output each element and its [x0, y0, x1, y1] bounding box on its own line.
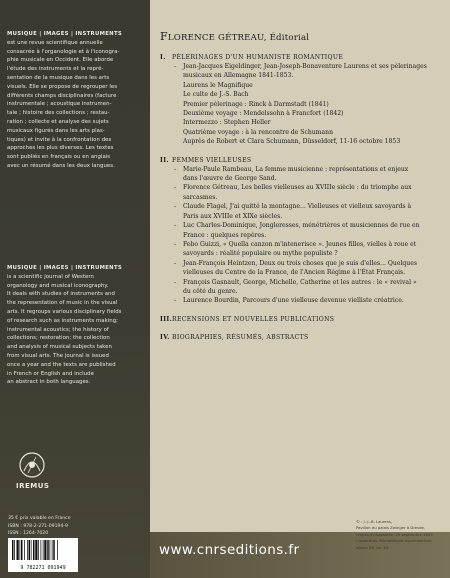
logo-text: IREMUS [16, 482, 50, 490]
section-title-text: FEMMES VIELLEUSES [172, 156, 252, 164]
blurb-line: l'étude des instruments et la repré- [7, 66, 104, 73]
toc-entry-line: - Claude Flagel, J'ai quitté la montagne... Vielleuses et vielleux savoyards à [183, 203, 412, 211]
toc-entry [174, 62, 445, 81]
barcode-bars-icon [8, 538, 78, 564]
toc-entry-line: dans l'œuvre de George Sand. [183, 175, 277, 183]
toc-entry [174, 221, 445, 240]
toc-subentry: Laurens le Magnifique [183, 81, 253, 89]
section-title [160, 315, 445, 324]
section-number: II. [160, 156, 169, 164]
barcode [8, 538, 78, 572]
toc-entry-line: - Jean-François Heintzen, Deux ou trois choses que je suis d'elles... Quelques [183, 259, 417, 267]
french-description [7, 30, 147, 171]
toc-entry-line: - Florence Gétreau, Les belles vielleuses au XVIIIe siècle : du triomphe aux [183, 184, 412, 192]
blurb-line: the representation of music in the visual [7, 300, 118, 307]
barcode-bar [31, 540, 32, 560]
section-title [160, 53, 445, 62]
blurb-line: différents champs disciplinaires (facture [7, 92, 117, 99]
section-number: IV. [160, 333, 170, 341]
barcode-bar [35, 540, 37, 560]
barcode-bar [33, 540, 35, 560]
blurb-line: instrumental acoustics; the history of [7, 326, 109, 333]
section-title-text: PÈLERINAGES D'UN HUMANISTE ROMANTIQUE [172, 54, 344, 61]
toc-entry [174, 183, 445, 202]
blurb-line: visuels. Elle se propose de regrouper les [7, 83, 118, 90]
barcode-bar [44, 540, 46, 560]
blurb-line: It deals with studies of instruments and [7, 291, 115, 298]
toc-entry-line: savoyards : réalité populaire ou mythe populiste ? [183, 250, 338, 258]
barcode-bar [47, 540, 49, 560]
section-title-text: BIOGRAPHIES, RÉSUMÉS, ABSTRACTS [172, 333, 309, 341]
french-lines [7, 39, 147, 171]
editorial-prefix: F [160, 30, 168, 43]
barcode-number: 9 782271 091949 [20, 565, 66, 571]
barcode-bar [27, 540, 28, 560]
toc-entry [174, 296, 445, 305]
toc-subentry: Deuxième voyage : Mendelssohn à Francfort (1842) [183, 110, 344, 118]
blurb-line: in French or English and include [7, 370, 94, 377]
section-items [174, 62, 445, 147]
section-title [160, 333, 445, 342]
toc-section [160, 333, 445, 342]
toc-subentry: Le culte de J.-S. Bach [183, 91, 249, 99]
blurb-line: once a year and the texts are published [7, 361, 116, 368]
caption-line: album 85, fol. 64. [356, 544, 390, 550]
iremus-logo-icon [10, 449, 70, 499]
section-title [160, 156, 445, 165]
blurb-line: approches les plus diverses. Les textes [7, 145, 114, 152]
toc-entry-line: - Luc Charles-Dominique, Jongleresses, ménétrières et musiciennes de rue en [183, 222, 420, 230]
price: 35 € prix valable en France [8, 516, 71, 521]
barcode-bar [17, 540, 19, 560]
toc-entry-line: - Marie-Paule Rambeau, La femme musicienne : représentations et enjeux [183, 165, 409, 173]
toc-entry-line: du côté du genre. [183, 287, 238, 295]
barcode-bar [12, 540, 14, 560]
english-description [7, 264, 147, 387]
barcode-bar [21, 540, 23, 560]
blurb-line: of research such as instruments making; [7, 317, 118, 324]
blurb-line: tiques) et invite à la confrontation des [7, 136, 112, 143]
toc-entry-line: vielleuses du Centre de la France, de l'Ancien Régime à l'État Français. [183, 269, 406, 277]
barcode-bar [38, 540, 39, 560]
caption-line: Pavillon du palais Zwinger à Dresde, [356, 525, 426, 531]
barcode-bar [43, 540, 44, 560]
editorial-line [160, 30, 309, 43]
table-of-contents [160, 53, 445, 342]
website-link[interactable]: www.cnrseditions.fr [159, 542, 300, 558]
blurb-line: sentation de la musique dans les arts [7, 74, 110, 81]
blurb-line: ration ; collecte et analyse des sujets [7, 118, 109, 125]
blurb-line: arts. It regroups various disciplinary fields [7, 308, 122, 315]
toc-entry-line: musicaux en Allemagne 1841-1853. [183, 72, 294, 80]
editorial-rest: LORENCE GÉTREAU, Éditorial [167, 33, 310, 43]
barcode-bar [50, 540, 51, 560]
blurb-line: phie musicale en Occident. Elle aborde [7, 57, 114, 64]
barcode-bar [57, 540, 58, 560]
english-lines [7, 273, 147, 387]
toc-entry-line: - Laurence Bourdin, Parcours d'une vielleuse devenue vielliste créatrice. [183, 297, 404, 305]
barcode-bar [20, 540, 21, 560]
isbn: ISBN : 978-2-271-09194-9 [8, 523, 68, 529]
caption-line: crayon et aquarelle, 29 septembre 1853. [356, 531, 434, 537]
blurb-line: consacrée à l'organologie et à l'iconogra- [7, 48, 120, 55]
blurb-line: and analysis of musical subjects taken [7, 344, 112, 351]
blurb-line: sont publiés en français ou en anglais [7, 154, 111, 161]
toc-entry-line: sarcasmes. [183, 193, 218, 201]
price-isbn-block [8, 515, 71, 538]
blurb-line: est une revue scientifique annuelle [7, 39, 103, 46]
toc-entry-line: - Febo Guizzi, « Quella canzon m'intenerisce ». Jeunes filles, vielles à roue et [183, 240, 417, 248]
toc-entry-line: France : quelques repères. [183, 231, 267, 239]
toc-entry [174, 202, 445, 221]
toc-entry-line: - François Gasnault, George, Michelle, Catherine et les autres : le « revival » [183, 278, 417, 286]
french-head: MUSIQUE | IMAGES | INSTRUMENTS [7, 31, 123, 37]
toc-entry [174, 278, 445, 297]
toc-subentry: Intermezzo : Stephen Heller [183, 119, 271, 127]
toc-entry [174, 165, 445, 184]
toc-entry-line: Paris aux XVIIIe et XIXe siècles. [183, 212, 283, 220]
blurb-line: avec un résumé dans les deux langues. [7, 162, 115, 169]
barcode-bar [24, 540, 25, 560]
barcode-bar [41, 540, 42, 560]
barcode-bar [53, 540, 55, 560]
toc-section [160, 53, 445, 147]
blurb-line: an abstract in both languages. [7, 379, 91, 386]
section-items [174, 165, 445, 306]
blurb-line: organology and musical iconography. [7, 282, 109, 289]
blurb-line: instrumentale ; acoustique instrumen- [7, 101, 112, 108]
toc-entry-line: - Jean-Jacques Eigeldinger, Jean-Joseph-Bonaventure Laurens et ses pèlerinages [183, 63, 427, 70]
blurb-line: collections; restoration; the collection [7, 335, 110, 342]
section-title-text: RECENSIONS ET NOUVELLES PUBLICATIONS [172, 315, 335, 323]
toc-subentry: Quatrième voyage : à la rencontre de Schumann [183, 128, 333, 136]
barcode-bar [29, 540, 31, 560]
barcode-bar [14, 540, 15, 560]
toc-subentry: Auprès de Robert et Clara Schumann, Düsseldorf, 11-16 octobre 1853 [183, 138, 401, 146]
left-column [0, 0, 150, 578]
image-caption [356, 519, 446, 551]
blurb-line: musicaux figurés dans les arts plas- [7, 127, 105, 134]
english-head: MUSIQUE | IMAGES | INSTRUMENTS [7, 265, 123, 271]
toc-entry [174, 259, 445, 278]
blurb-line: is a scientific journal of Western [7, 273, 94, 280]
caption-line: © : J.-J.-B. Laurens, [356, 519, 393, 524]
issn: ISSN : 1264-7020 [8, 531, 49, 536]
toc-section [160, 156, 445, 306]
blurb-line: from visual arts. The journal is issued [7, 352, 109, 359]
caption-line: Carpentras, Bibliothèque Inguimbertine, [356, 538, 433, 544]
section-number: I. [160, 54, 166, 61]
barcode-bar [52, 540, 53, 560]
blurb-line: tale ; histoire des collections ; restau- [7, 110, 110, 117]
section-number: III. [160, 315, 173, 323]
toc-section [160, 315, 445, 324]
toc-entry [174, 240, 445, 259]
toc-subentry: Premier pèlerinage : Rinck à Darmstadt (1841) [183, 100, 329, 108]
